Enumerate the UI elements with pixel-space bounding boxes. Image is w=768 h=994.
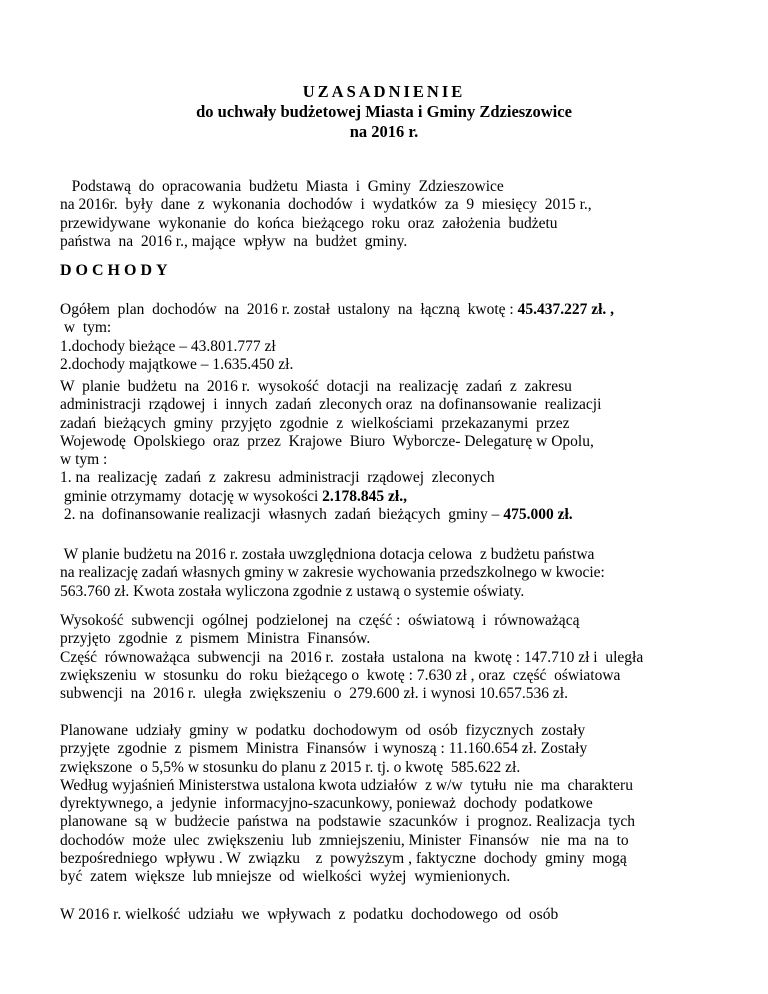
paragraph-line: Według wyjaśnień Ministerstwa ustalona kwota udziałów z w/w tytułu nie ma charakteru [60,776,633,794]
intro-line: Podstawą do opracowania budżetu Miasta i Gminy Zdzieszowice [60,178,504,195]
text: 2. na dofinansowanie realizacji własnych zadań bieżących gminy – [60,506,504,524]
paragraph-line: zwiększone o 5,5% w stosunku do planu z 2015 r. tj. o kwotę 585.622 zł. [60,758,521,776]
paragraph-line: dochodów może ulec zwiększeniu lub zmniejszeniu, Minister Finansów nie ma na to [60,831,629,849]
paragraph-line: 1. na realizację zadań z zakresu administracji rządowej zleconych [60,469,495,487]
total-income-paragraph [60,301,760,374]
paragraph-line: w tym : [60,451,108,469]
paragraph-line [60,301,760,319]
paragraph-line: W planie budżetu na 2016 r. została uwzględniona dotacja celowa z budżetu państwa [60,546,595,563]
paragraph-line [60,488,760,506]
paragraph-line [60,506,760,524]
paragraph-line: w tym: [60,319,112,337]
paragraph-line: bezpośredniego wpływu . W związku z powyższym , faktyczne dochody gminy mogą [60,850,627,868]
document-title: UZASADNIENIE [302,82,466,101]
intro-line: na 2016r. były dane z wykonania dochodów i wydatków za 9 miesięcy 2015 r., [60,196,592,214]
document-subtitle: do uchwały budżetowej Miasta i Gminy Zdzieszowice [196,102,572,121]
total-income-amount: 45.437.227 zł. , [517,301,615,318]
section-heading-dochody: DOCHODY [60,262,172,279]
paragraph-line: zadań bieżących gminy przyjęto zgodnie z wielkościami przekazanymi przez [60,414,570,432]
text: Ogółem plan dochodów na 2016 r. został ustalony na łączną kwotę : [60,301,518,318]
paragraph-line: dyrektywnego, a jedynie informacyjno-szacunkowy, ponieważ dochody podatkowe [60,795,593,813]
paragraph-line: przyjęte zgodnie z pismem Ministra Finansów i wynoszą : 11.160.654 zł. Zostały [60,740,588,758]
paragraph-line: 563.760 zł. Kwota została wyliczona zgodnie z ustawą o systemie oświaty. [60,582,525,600]
subsidy-paragraph [60,378,760,524]
paragraph-line: przyjęto zgodnie z pismem Ministra Finansów. [60,630,371,648]
paragraph-line: być zatem większe lub mniejsze od wielkości wyżej wymienionych. [60,868,511,886]
intro-paragraph [60,178,760,251]
paragraph-line: Planowane udziały gminy w podatku dochodowym od osób fizycznych zostały [60,722,586,739]
paragraph-line: W planie budżetu na 2016 r. wysokość dotacji na realizację zadań z zakresu [60,378,572,395]
paragraph-line: Wysokość subwencji ogólnej podzielonej na część : oświatową i równoważącą [60,612,580,629]
cofinancing-amount: 475.000 zł. [503,506,573,524]
paragraph-line: 1.dochody bieżące – 43.801.777 zł [60,337,276,355]
tax-share-continuation-paragraph [60,906,760,924]
income-tax-share-paragraph [60,722,760,887]
document-year: na 2016 r. [349,122,419,141]
paragraph-line: administracji rządowej i innych zadań zleconych oraz na dofinansowanie realizacji [60,396,602,414]
paragraph-line: Część równoważąca subwencji na 2016 r. została ustalona na kwotę : 147.710 zł i uległa [60,648,644,666]
paragraph-line: W 2016 r. wielkość udziału we wpływach z podatku dochodowego od osób [60,906,559,923]
subsidy-amount: 2.178.845 zł., [322,487,407,505]
intro-line: państwa na 2016 r., mające wpływ na budżet gminy. [60,232,408,250]
intro-line: przewidywane wykonanie do końca bieżącego roku oraz założenia budżetu [60,214,558,232]
paragraph-line: na realizację zadań własnych gminy w zakresie wychowania przedszkolnego w kwocie: [60,564,605,582]
preschool-grant-paragraph [60,546,760,601]
paragraph-line: 2.dochody majątkowe – 1.635.450 zł. [60,355,294,373]
text: gminie otrzymamy dotację w wysokości [60,487,323,505]
paragraph-line: planowane są w budżecie państwa na podstawie szacunków i prognoz. Realizacja tych [60,813,636,831]
general-subvention-paragraph [60,612,760,703]
paragraph-line: zwiększeniu w stosunku do roku bieżącego o kwotę : 7.630 zł , oraz część oświatowa [60,666,621,684]
paragraph-line: Wojewodę Opolskiego oraz przez Krajowe Biuro Wyborcze- Delegaturę w Opolu, [60,432,594,450]
paragraph-line: subwencji na 2016 r. uległa zwiększeniu o 279.600 zł. i wynosi 10.657.536 zł. [60,685,568,703]
